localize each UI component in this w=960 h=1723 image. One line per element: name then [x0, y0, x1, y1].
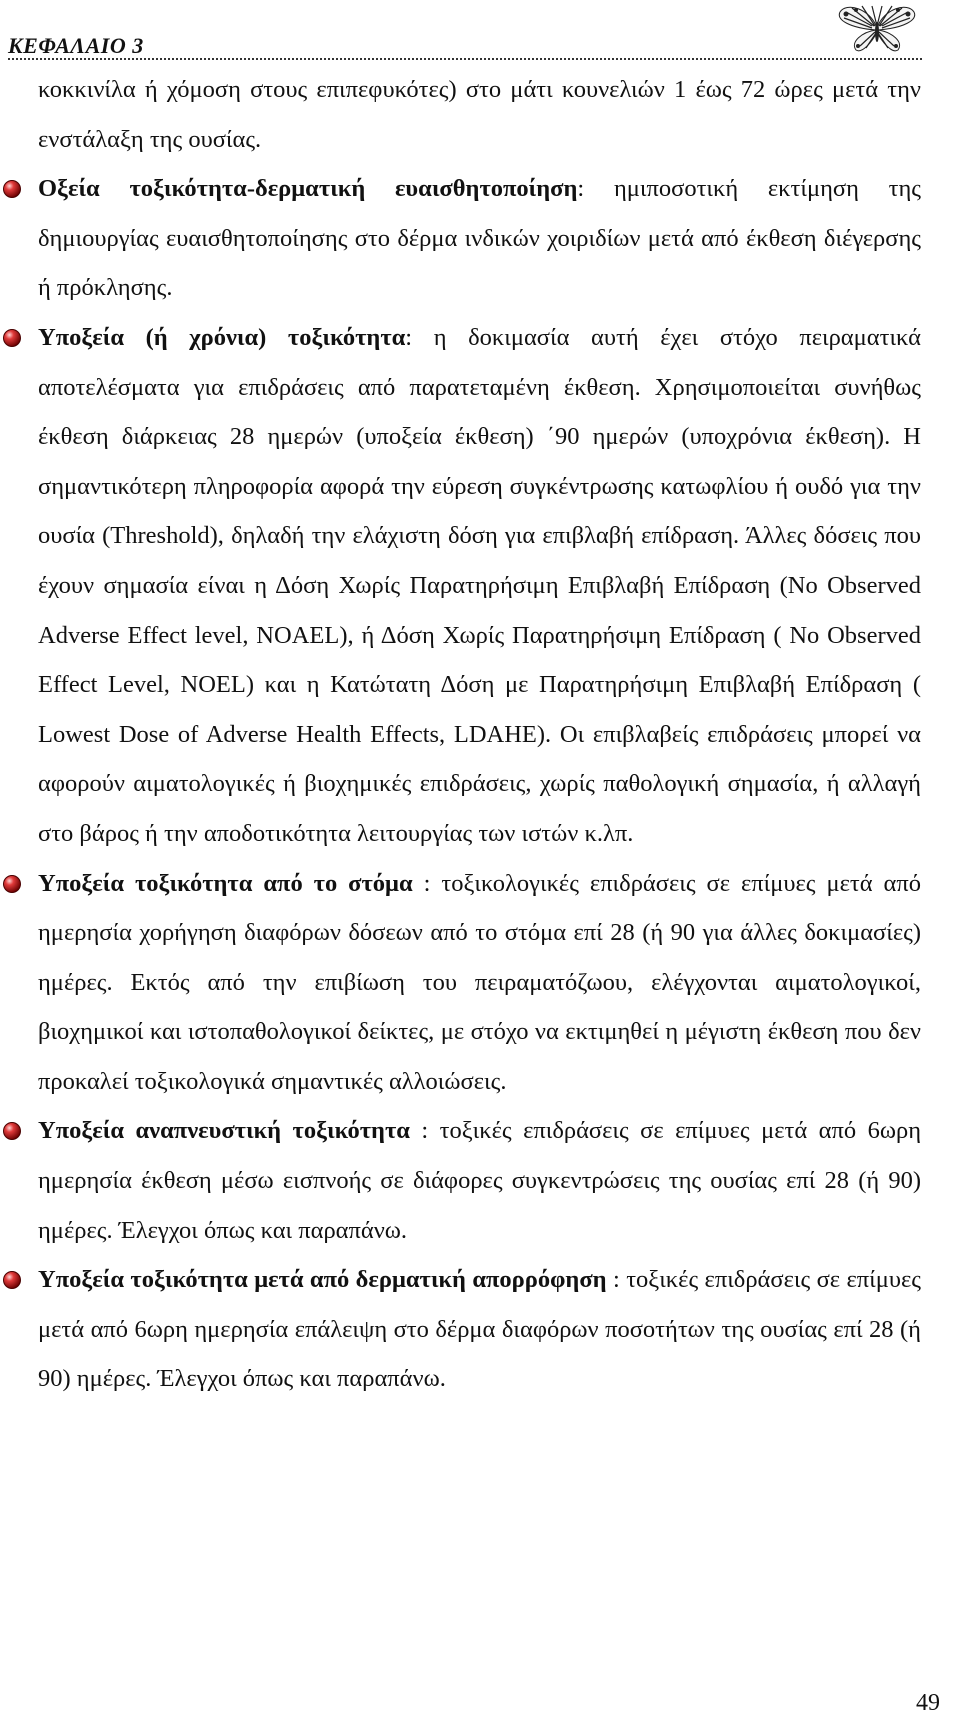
page-header — [8, 2, 922, 60]
bullet-item-subacute-dermal-toxicity — [38, 1255, 921, 1404]
bullet-text: : ημιποσοτική εκτίμηση της δημιουργίας ευαισθητοποίησης στο δέρμα ινδικών χοιριδίων μετά από έκθεση διέγερσης ή πρόκλησης. — [38, 175, 922, 302]
bullet-text: : τοξικές επιδράσεις σε επίμυες μετά από 6ωρη ημερησία επάλειψη στο δέρμα διαφόρων ποσοτήτων της ουσίας επί 28 (ή 90) ημέρες. Έλεγχοι όπως και παραπάνω. — [38, 1266, 921, 1393]
bullet-item-subacute-chronic-toxicity — [38, 313, 921, 859]
chapter-title: ΚΕΦΑΛΑΙΟ 3 — [8, 33, 144, 58]
red-sphere-bullet-icon — [1, 178, 23, 200]
red-sphere-bullet-icon — [1, 873, 23, 895]
bullet-item-acute-dermal-sensitization — [38, 164, 921, 313]
page-number: 49 — [916, 1690, 940, 1716]
red-sphere-bullet-icon — [1, 1269, 23, 1291]
bullet-text: : τοξικολογικές επιδράσεις σε επίμυες μετά από ημερησία χορήγηση διαφόρων δόσεων από το στόμα επί 28 (ή 90 για άλλες δοκιμασίες) ημέρες. Εκτός από την επιβίωση του πειραματόζωου, ελέγχονται αιματολογικοί, βιοχημικοί και ιστοπαθολογικοί δείκτες, με στόχο να εκτιμηθεί η μέγιστη έκθεση που δεν προκαλεί τοξικολογικά σημαντικές αλλοιώσεις. — [38, 869, 921, 1095]
butterfly-icon — [832, 2, 922, 54]
bullet-item-subacute-oral-toxicity — [38, 859, 921, 1107]
main-content — [38, 65, 921, 1404]
bullet-term: Οξεία τοξικότητα-δερματική ευαισθητοποίηση — [38, 175, 578, 203]
bullet-term: Υποξεία τοξικότητα μετά από δερματική απορρόφηση — [38, 1266, 607, 1294]
intro-paragraph: κοκκινίλα ή χόμοση στους επιπεφυκότες) στο μάτι κουνελιών 1 έως 72 ώρες μετά την ενστάλαξη της ουσίας. — [38, 76, 921, 153]
bullet-text: : η δοκιμασία αυτή έχει στόχο πειραματικά αποτελέσματα για επιδράσεις από παρατεταμένη έκθεση. Χρησιμοποιείται συνήθως έκθεση διάρκειας 28 ημερών (υποξεία έκθεση) ΄90 ημερών (υποχρόνια έκθεση). Η σημαντικότερη πληροφορία αφορά την εύρεση συγκέντρωσης κατωφλίου ή ουδό για την ουσία (Threshold), δηλαδή την ελάχιστη δόση για επιβλαβή επίδραση. Άλλες δόσεις που έχουν σημασία είναι η Δόση Χωρίς Παρατηρήσιμη Επιβλαβή Επίδραση (No Observed Adverse Effect level, NOAEL), ή Δόση Χωρίς Παρατηρήσιμη Επίδραση ( No Observed Effect Level, NOEL) και η Κατώτατη Δόση με Παρατηρήσιμη Επιβλαβή Επίδραση ( Lowest Dose of Adverse Health Effects, LDAHE). Οι επιβλαβείς επιδράσεις μπορεί να αφορούν αιματολογικές ή βιοχημικές επιδράσεις, χωρίς παθολογική σημασία, ή αλλαγή στο βάρος ή την αποδοτικότητα λειτουργίας των ιστών κ.λπ. — [38, 323, 922, 847]
red-sphere-bullet-icon — [1, 1120, 23, 1142]
bullet-term: Υποξεία (ή χρόνια) τοξικότητα — [38, 323, 406, 351]
bullet-term: Υποξεία τοξικότητα από το στόμα — [38, 869, 413, 897]
red-sphere-bullet-icon — [1, 327, 23, 349]
bullet-term: Υποξεία αναπνευστική τοξικότητα — [38, 1117, 410, 1145]
bullet-item-subacute-inhalation-toxicity — [38, 1106, 921, 1255]
bullet-text: : τοξικές επιδράσεις σε επίμυες μετά από 6ωρη ημερησία έκθεση μέσω εισπνοής σε διάφορες συγκεντρώσεις της ουσίας επί 28 (ή 90) ημέρες. Έλεγχοι όπως και παραπάνω. — [38, 1117, 922, 1244]
